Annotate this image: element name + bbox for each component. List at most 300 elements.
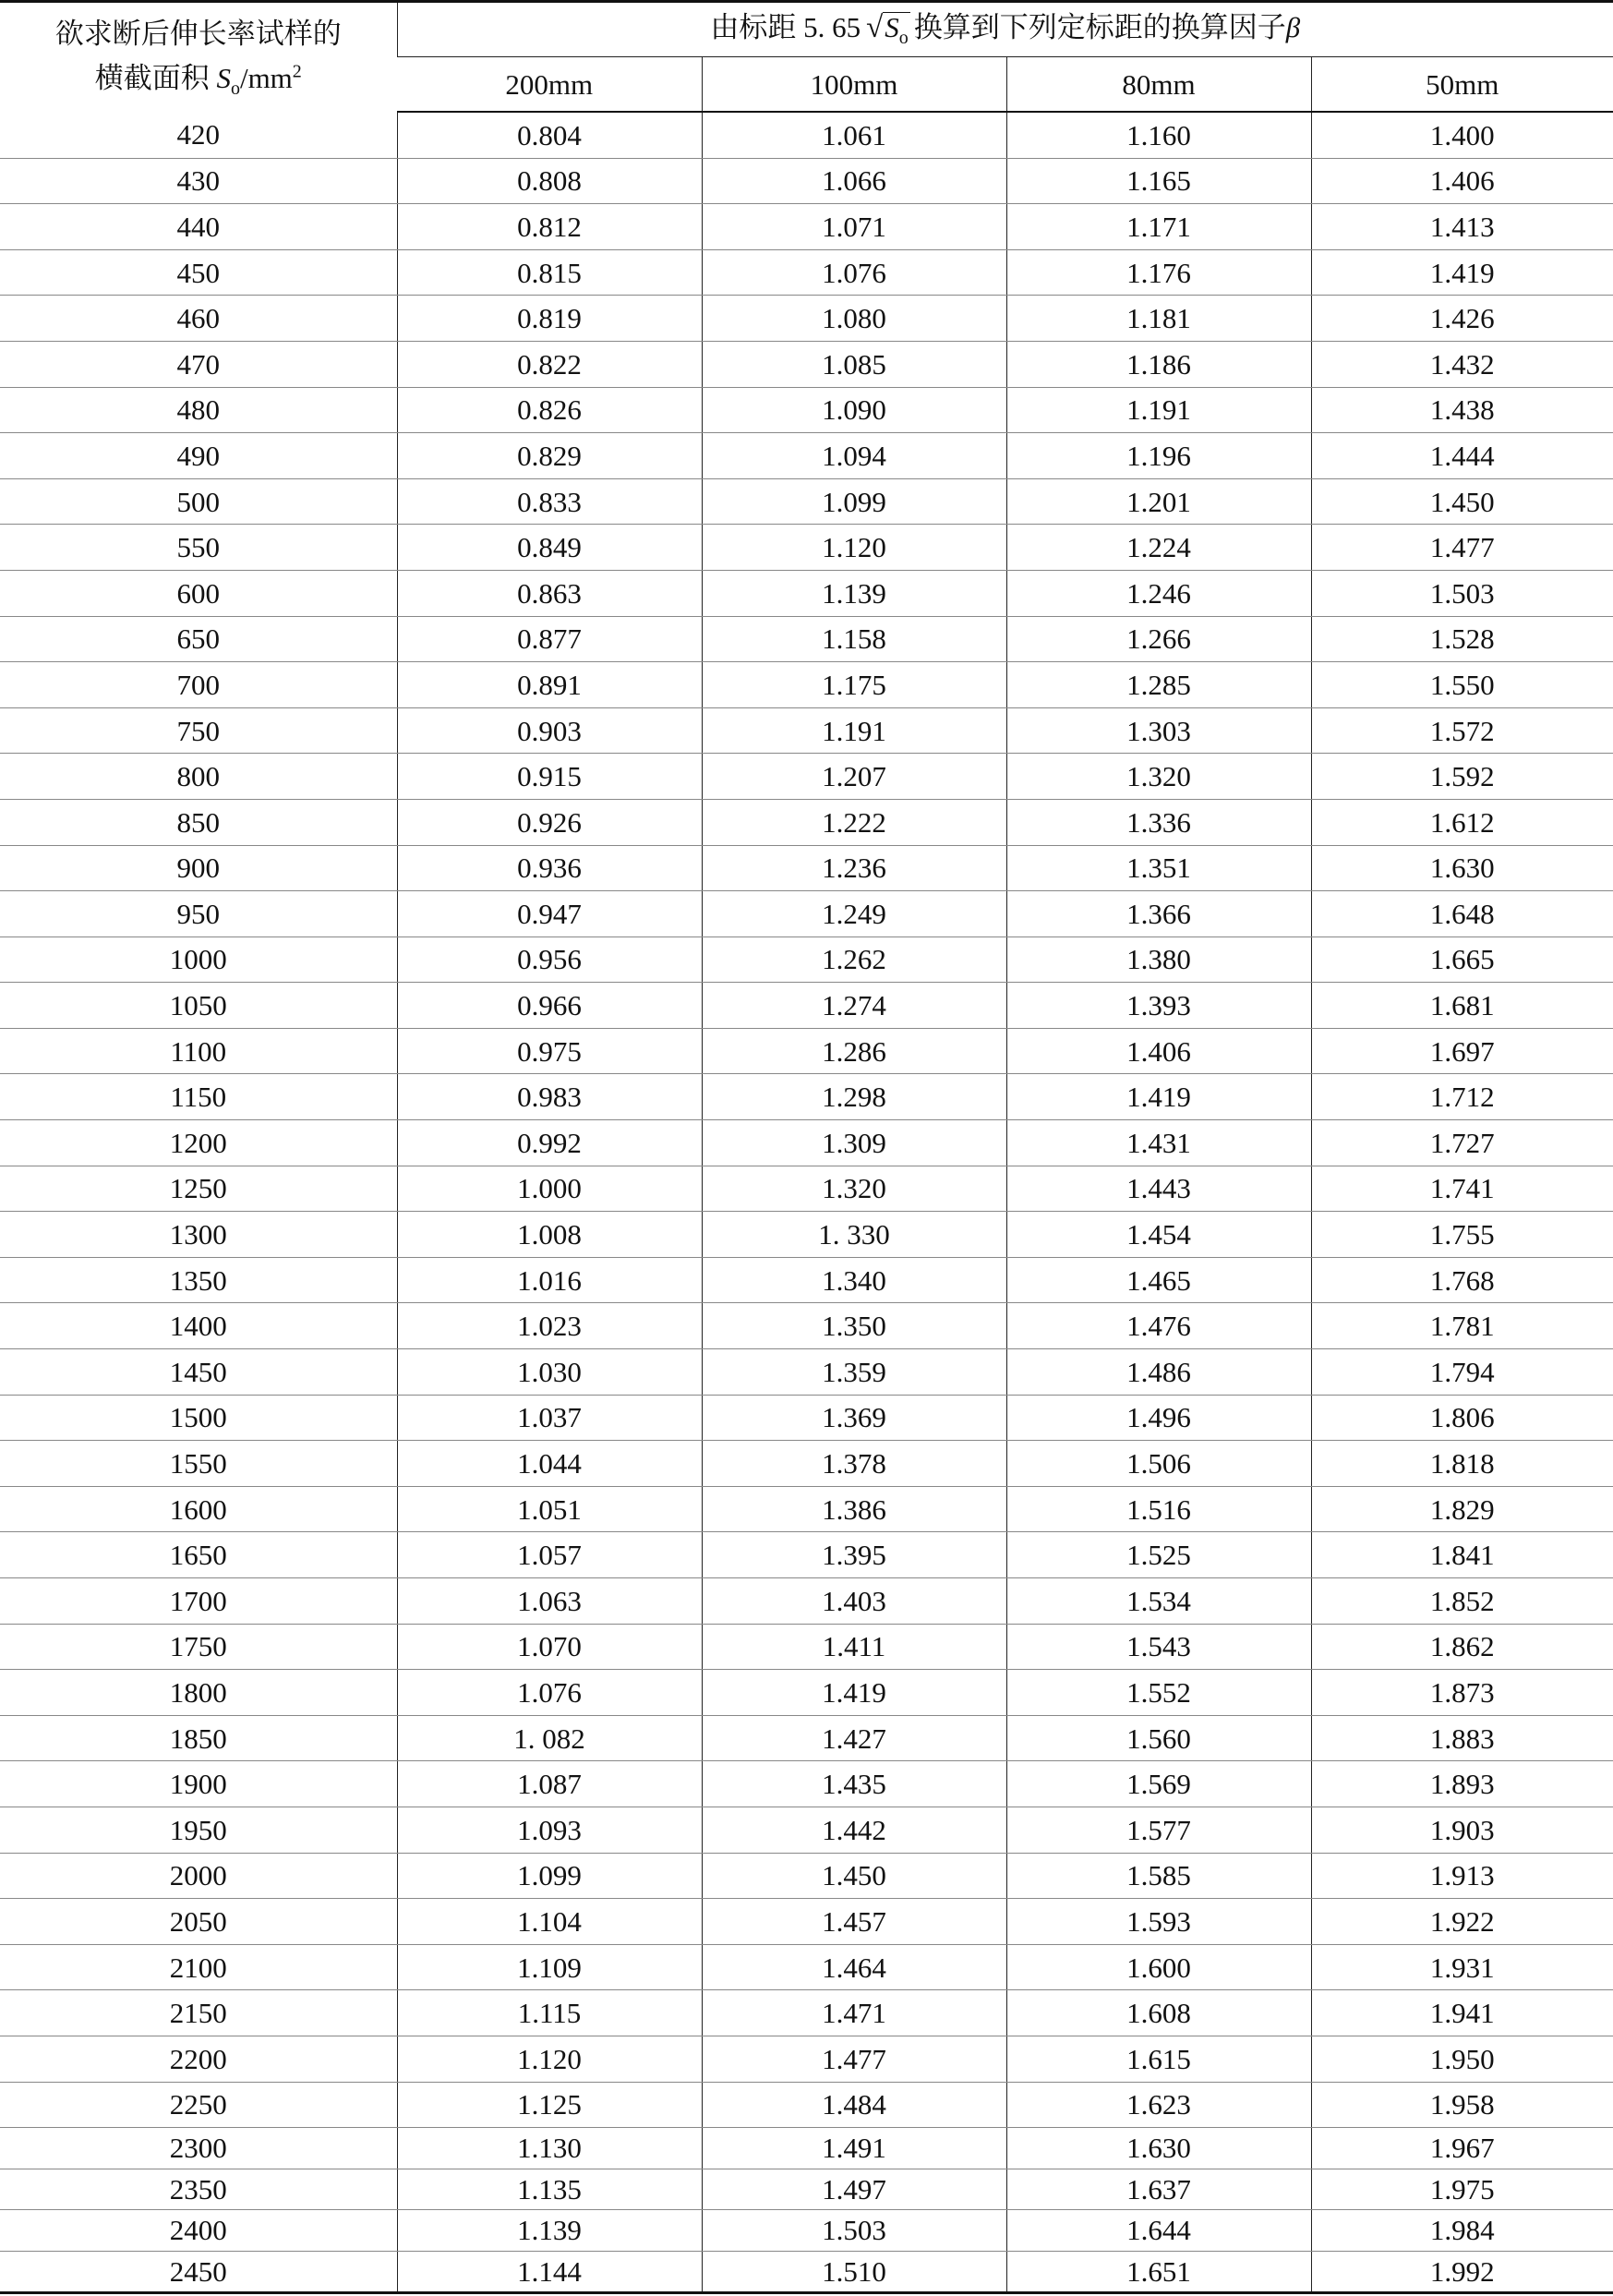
factor-cell: 1.030	[397, 1349, 702, 1396]
factor-cell: 1.236	[702, 845, 1006, 891]
table-row	[0, 1074, 1613, 1120]
factor-cell: 1.712	[1311, 1074, 1613, 1120]
area-cell: 430	[0, 158, 397, 204]
factor-cell: 1.491	[702, 2128, 1006, 2169]
area-cell: 2150	[0, 1990, 397, 2036]
table-row	[0, 754, 1613, 800]
table-row	[0, 2036, 1613, 2082]
factor-cell: 1.175	[702, 662, 1006, 708]
factor-cell: 1.637	[1006, 2169, 1311, 2210]
factor-cell: 1.427	[702, 1715, 1006, 1761]
factor-cell: 1.135	[397, 2169, 702, 2210]
area-cell: 1750	[0, 1624, 397, 1670]
table-row	[0, 1257, 1613, 1303]
factor-cell: 1.727	[1311, 1120, 1613, 1166]
factor-cell: 0.966	[397, 983, 702, 1029]
factor-cell: 1.503	[1311, 570, 1613, 616]
factor-cell: 1.413	[1311, 204, 1613, 250]
factor-cell: 1.516	[1006, 1486, 1311, 1532]
factor-cell: 1.191	[1006, 387, 1311, 433]
factor-cell: 1.592	[1311, 754, 1613, 800]
factor-cell: 1.431	[1006, 1120, 1311, 1166]
factor-cell: 1.207	[702, 754, 1006, 800]
factor-cell: 1.000	[397, 1166, 702, 1212]
factor-cell: 1.569	[1006, 1761, 1311, 1807]
factor-cell: 1.665	[1311, 937, 1613, 983]
factor-cell: 1.432	[1311, 341, 1613, 387]
table-row	[0, 2128, 1613, 2169]
factor-cell: 1.051	[397, 1486, 702, 1532]
table-row	[0, 1853, 1613, 1899]
table-row	[0, 1120, 1613, 1166]
factor-cell: 1.120	[702, 525, 1006, 571]
table-row	[0, 2082, 1613, 2128]
area-header-line1: 欲求断后伸长率试样的	[54, 18, 342, 51]
factor-cell: 1.066	[702, 158, 1006, 204]
area-cell: 460	[0, 296, 397, 342]
factor-cell: 1.958	[1311, 2082, 1613, 2128]
factor-cell: 1.359	[702, 1349, 1006, 1396]
factor-cell: 1.369	[702, 1395, 1006, 1441]
factor-cell: 1.806	[1311, 1395, 1613, 1441]
factor-cell: 1.506	[1006, 1441, 1311, 1487]
factor-cell: 1.109	[397, 1944, 702, 1990]
area-cell: 2200	[0, 2036, 397, 2082]
factor-cell: 1.411	[702, 1624, 1006, 1670]
factor-cell: 1.139	[397, 2210, 702, 2252]
factor-cell: 1.444	[1311, 433, 1613, 479]
area-cell: 480	[0, 387, 397, 433]
table-row	[0, 1715, 1613, 1761]
factor-cell: 1.496	[1006, 1395, 1311, 1441]
factor-cell: 1. 330	[702, 1212, 1006, 1258]
factor-cell: 1.922	[1311, 1899, 1613, 1945]
gauge-column-header: 80mm	[1006, 57, 1311, 113]
factor-cell: 1.781	[1311, 1303, 1613, 1349]
table-row	[0, 1166, 1613, 1212]
table-row	[0, 1578, 1613, 1625]
factor-cell: 1.560	[1006, 1715, 1311, 1761]
table-row	[0, 1486, 1613, 1532]
factor-cell: 1.484	[702, 2082, 1006, 2128]
gauge-column-header: 200mm	[397, 57, 702, 113]
factor-cell: 1.120	[397, 2036, 702, 2082]
factor-cell: 1.303	[1006, 707, 1311, 754]
area-cell: 1150	[0, 1074, 397, 1120]
area-cell: 470	[0, 341, 397, 387]
factor-cell: 1.552	[1006, 1670, 1311, 1716]
factor-cell: 1.094	[702, 433, 1006, 479]
gauge-column-header: 50mm	[1311, 57, 1613, 113]
table-row	[0, 296, 1613, 342]
factor-cell: 0.849	[397, 525, 702, 571]
factor-cell: 1.099	[397, 1853, 702, 1899]
area-cell: 440	[0, 204, 397, 250]
factor-cell: 1.350	[702, 1303, 1006, 1349]
factor-cell: 1.400	[1311, 112, 1613, 158]
factor-cell: 1.651	[1006, 2251, 1311, 2293]
factor-cell: 1.222	[702, 799, 1006, 845]
factor-cell: 1.794	[1311, 1349, 1613, 1396]
area-cell: 2100	[0, 1944, 397, 1990]
factor-cell: 1.818	[1311, 1441, 1613, 1487]
factor-cell: 1.061	[702, 112, 1006, 158]
factor-cell: 1.543	[1006, 1624, 1311, 1670]
factor-cell: 1.442	[702, 1807, 1006, 1853]
table-row	[0, 1944, 1613, 1990]
gauge-column-header: 100mm	[702, 57, 1006, 113]
factor-cell: 1.623	[1006, 2082, 1311, 2128]
factor-cell: 1.125	[397, 2082, 702, 2128]
factor-group-header	[397, 2, 1613, 57]
factor-cell: 1.486	[1006, 1349, 1311, 1396]
factor-cell: 0.956	[397, 937, 702, 983]
area-cell: 1400	[0, 1303, 397, 1349]
area-cell: 1350	[0, 1257, 397, 1303]
area-cell: 1950	[0, 1807, 397, 1853]
factor-cell: 1.320	[702, 1166, 1006, 1212]
table-row	[0, 2251, 1613, 2293]
factor-cell: 0.829	[397, 433, 702, 479]
area-cell: 1200	[0, 1120, 397, 1166]
area-cell: 1700	[0, 1578, 397, 1625]
beta-symbol: β	[1285, 10, 1301, 43]
table-row	[0, 1303, 1613, 1349]
area-cell: 650	[0, 616, 397, 662]
factor-cell: 1.016	[397, 1257, 702, 1303]
area-column-header	[0, 2, 397, 113]
header-row-1	[0, 2, 1613, 57]
area-cell: 1850	[0, 1715, 397, 1761]
area-cell: 2400	[0, 2210, 397, 2252]
factor-cell: 1.577	[1006, 1807, 1311, 1853]
factor-cell: 0.891	[397, 662, 702, 708]
factor-cell: 1.893	[1311, 1761, 1613, 1807]
factor-cell: 1.984	[1311, 2210, 1613, 2252]
radical-sign-icon: √	[866, 10, 884, 44]
factor-cell: 1.600	[1006, 1944, 1311, 1990]
factor-cell: 1.471	[702, 1990, 1006, 2036]
factor-cell: 1.913	[1311, 1853, 1613, 1899]
table-row	[0, 1028, 1613, 1074]
factor-cell: 1.298	[702, 1074, 1006, 1120]
factor-cell: 1.176	[1006, 249, 1311, 296]
table-row	[0, 707, 1613, 754]
factor-cell: 1.630	[1006, 2128, 1311, 2169]
table-row	[0, 845, 1613, 891]
area-cell: 2000	[0, 1853, 397, 1899]
factor-cell: 1.171	[1006, 204, 1311, 250]
area-symbol-subscript: o	[230, 79, 240, 100]
factor-cell: 1.477	[1311, 525, 1613, 571]
factor-cell: 1.755	[1311, 1212, 1613, 1258]
factor-cell: 1.615	[1006, 2036, 1311, 2082]
table-row	[0, 891, 1613, 937]
area-unit: /mm	[239, 62, 293, 95]
area-cell: 450	[0, 249, 397, 296]
factor-cell: 1.873	[1311, 1670, 1613, 1716]
factor-cell: 1.386	[702, 1486, 1006, 1532]
factor-cell: 1.741	[1311, 1166, 1613, 1212]
factor-cell: 0.822	[397, 341, 702, 387]
area-cell: 1550	[0, 1441, 397, 1487]
factor-cell: 1.380	[1006, 937, 1311, 983]
table-row	[0, 433, 1613, 479]
factor-cell: 1.044	[397, 1441, 702, 1487]
table-row	[0, 616, 1613, 662]
table-row	[0, 478, 1613, 525]
area-cell: 750	[0, 707, 397, 754]
factor-cell: 1.829	[1311, 1486, 1613, 1532]
factor-cell: 1.037	[397, 1395, 702, 1441]
factor-cell: 0.863	[397, 570, 702, 616]
factor-cell: 1.262	[702, 937, 1006, 983]
factor-cell: 1.443	[1006, 1166, 1311, 1212]
factor-cell: 1.503	[702, 2210, 1006, 2252]
factor-cell: 1.572	[1311, 707, 1613, 754]
table-row	[0, 2169, 1613, 2210]
factor-cell: 1.454	[1006, 1212, 1311, 1258]
area-cell: 550	[0, 525, 397, 571]
factor-cell: 0.936	[397, 845, 702, 891]
area-cell: 1600	[0, 1486, 397, 1532]
area-cell: 800	[0, 754, 397, 800]
factor-cell: 1.023	[397, 1303, 702, 1349]
factor-cell: 1.378	[702, 1441, 1006, 1487]
factor-cell: 0.983	[397, 1074, 702, 1120]
area-unit-exponent: 2	[292, 62, 302, 83]
area-cell: 2350	[0, 2169, 397, 2210]
factor-cell: 1.087	[397, 1761, 702, 1807]
factor-cell: 1.403	[702, 1578, 1006, 1625]
square-root-expression	[866, 12, 910, 47]
factor-cell: 1.070	[397, 1624, 702, 1670]
area-cell: 700	[0, 662, 397, 708]
factor-cell: 1.181	[1006, 296, 1311, 342]
table-header	[0, 2, 1613, 113]
factor-cell: 1.903	[1311, 1807, 1613, 1853]
factor-cell: 1.076	[702, 249, 1006, 296]
factor-cell: 1.419	[1006, 1074, 1311, 1120]
factor-cell: 1.063	[397, 1578, 702, 1625]
factor-cell: 1.525	[1006, 1532, 1311, 1578]
factor-cell: 1.071	[702, 204, 1006, 250]
area-cell: 2250	[0, 2082, 397, 2128]
factor-cell: 1.419	[702, 1670, 1006, 1716]
area-cell: 1650	[0, 1532, 397, 1578]
factor-cell: 1.450	[1311, 478, 1613, 525]
area-symbol: S	[216, 62, 231, 95]
factor-cell: 1.158	[702, 616, 1006, 662]
factor-cell: 1.085	[702, 341, 1006, 387]
factor-cell: 1.201	[1006, 478, 1311, 525]
factor-cell: 1.186	[1006, 341, 1311, 387]
factor-cell: 1.497	[702, 2169, 1006, 2210]
radicand	[883, 12, 910, 47]
factor-cell: 1.266	[1006, 616, 1311, 662]
area-cell: 600	[0, 570, 397, 616]
factor-cell: 0.947	[397, 891, 702, 937]
factor-cell: 0.808	[397, 158, 702, 204]
table-row	[0, 1624, 1613, 1670]
table-row	[0, 1990, 1613, 2036]
area-cell: 1050	[0, 983, 397, 1029]
table-row	[0, 1395, 1613, 1441]
area-cell: 1900	[0, 1761, 397, 1807]
table-row	[0, 662, 1613, 708]
factor-header-prefix: 由标距 5. 65	[710, 10, 861, 43]
area-cell: 2050	[0, 1899, 397, 1945]
radicand-symbol: S	[885, 10, 899, 43]
factor-cell: 1.612	[1311, 799, 1613, 845]
factor-cell: 1.165	[1006, 158, 1311, 204]
factor-cell: 1.608	[1006, 1990, 1311, 2036]
area-header-line2-prefix: 横截面积	[94, 62, 217, 95]
factor-cell: 1.644	[1006, 2210, 1311, 2252]
factor-cell: 1.099	[702, 478, 1006, 525]
table-body	[0, 112, 1613, 2293]
area-cell: 500	[0, 478, 397, 525]
table-row	[0, 1670, 1613, 1716]
area-cell: 1300	[0, 1212, 397, 1258]
factor-cell: 1.395	[702, 1532, 1006, 1578]
factor-cell: 1.286	[702, 1028, 1006, 1074]
table-row	[0, 1441, 1613, 1487]
factor-cell: 1.477	[702, 2036, 1006, 2082]
table-row	[0, 1761, 1613, 1807]
factor-cell: 1.351	[1006, 845, 1311, 891]
table-row	[0, 112, 1613, 158]
factor-cell: 1.975	[1311, 2169, 1613, 2210]
factor-cell: 1.093	[397, 1807, 702, 1853]
factor-cell: 1.285	[1006, 662, 1311, 708]
factor-cell: 1.435	[702, 1761, 1006, 1807]
factor-cell: 1.115	[397, 1990, 702, 2036]
factor-cell: 1.249	[702, 891, 1006, 937]
factor-cell: 1.681	[1311, 983, 1613, 1029]
factor-cell: 1.393	[1006, 983, 1311, 1029]
radicand-subscript: o	[898, 28, 909, 49]
factor-cell: 1.438	[1311, 387, 1613, 433]
factor-cell: 1.008	[397, 1212, 702, 1258]
table-row	[0, 341, 1613, 387]
table-row	[0, 1807, 1613, 1853]
factor-cell: 1.336	[1006, 799, 1311, 845]
factor-cell: 1.191	[702, 707, 1006, 754]
table-row	[0, 387, 1613, 433]
factor-header-suffix: 换算到下列定标距的换算因子	[913, 10, 1286, 43]
factor-cell: 1.528	[1311, 616, 1613, 662]
factor-cell: 1.104	[397, 1899, 702, 1945]
factor-cell: 1.941	[1311, 1990, 1613, 2036]
factor-cell: 0.819	[397, 296, 702, 342]
factor-cell: 1.130	[397, 2128, 702, 2169]
factor-cell: 0.804	[397, 112, 702, 158]
factor-cell: 1. 082	[397, 1715, 702, 1761]
factor-cell: 0.815	[397, 249, 702, 296]
factor-cell: 1.883	[1311, 1715, 1613, 1761]
table-row	[0, 983, 1613, 1029]
table-row	[0, 2210, 1613, 2252]
factor-cell: 0.833	[397, 478, 702, 525]
factor-cell: 1.950	[1311, 2036, 1613, 2082]
factor-cell: 1.246	[1006, 570, 1311, 616]
area-cell: 1100	[0, 1028, 397, 1074]
factor-cell: 1.139	[702, 570, 1006, 616]
area-cell: 1250	[0, 1166, 397, 1212]
area-cell: 1800	[0, 1670, 397, 1716]
factor-cell: 0.877	[397, 616, 702, 662]
table-row	[0, 1899, 1613, 1945]
factor-cell: 1.768	[1311, 1257, 1613, 1303]
area-cell: 850	[0, 799, 397, 845]
area-cell: 2450	[0, 2251, 397, 2293]
table-row	[0, 937, 1613, 983]
area-cell: 2300	[0, 2128, 397, 2169]
factor-cell: 1.076	[397, 1670, 702, 1716]
factor-cell: 1.585	[1006, 1853, 1311, 1899]
factor-cell: 1.196	[1006, 433, 1311, 479]
factor-cell: 1.426	[1311, 296, 1613, 342]
factor-cell: 1.510	[702, 2251, 1006, 2293]
table-row	[0, 799, 1613, 845]
table-row	[0, 1349, 1613, 1396]
factor-cell: 1.931	[1311, 1944, 1613, 1990]
table-row	[0, 1532, 1613, 1578]
factor-cell: 1.476	[1006, 1303, 1311, 1349]
factor-cell: 0.992	[397, 1120, 702, 1166]
factor-cell: 1.457	[702, 1899, 1006, 1945]
area-cell: 490	[0, 433, 397, 479]
factor-cell: 1.992	[1311, 2251, 1613, 2293]
factor-cell: 0.826	[397, 387, 702, 433]
factor-cell: 1.406	[1311, 158, 1613, 204]
factor-cell: 0.812	[397, 204, 702, 250]
factor-cell: 1.057	[397, 1532, 702, 1578]
table-row	[0, 158, 1613, 204]
factor-cell: 1.160	[1006, 112, 1311, 158]
factor-cell: 1.419	[1311, 249, 1613, 296]
factor-cell: 1.320	[1006, 754, 1311, 800]
factor-cell: 1.465	[1006, 1257, 1311, 1303]
factor-cell: 1.090	[702, 387, 1006, 433]
factor-cell: 1.450	[702, 1853, 1006, 1899]
factor-cell: 1.080	[702, 296, 1006, 342]
factor-cell: 1.274	[702, 983, 1006, 1029]
factor-cell: 1.697	[1311, 1028, 1613, 1074]
factor-cell: 1.862	[1311, 1624, 1613, 1670]
factor-cell: 1.340	[702, 1257, 1006, 1303]
factor-cell: 1.967	[1311, 2128, 1613, 2169]
area-cell: 1000	[0, 937, 397, 983]
factor-cell: 1.841	[1311, 1532, 1613, 1578]
area-cell: 1450	[0, 1349, 397, 1396]
factor-cell: 0.975	[397, 1028, 702, 1074]
table-row	[0, 249, 1613, 296]
table-row	[0, 570, 1613, 616]
table-row	[0, 525, 1613, 571]
factor-cell: 1.366	[1006, 891, 1311, 937]
factor-cell: 1.852	[1311, 1578, 1613, 1625]
factor-cell: 0.903	[397, 707, 702, 754]
factor-cell: 1.224	[1006, 525, 1311, 571]
area-cell: 900	[0, 845, 397, 891]
factor-cell: 0.915	[397, 754, 702, 800]
factor-cell: 1.534	[1006, 1578, 1311, 1625]
table-row	[0, 204, 1613, 250]
factor-cell: 1.144	[397, 2251, 702, 2293]
factor-cell: 1.406	[1006, 1028, 1311, 1074]
